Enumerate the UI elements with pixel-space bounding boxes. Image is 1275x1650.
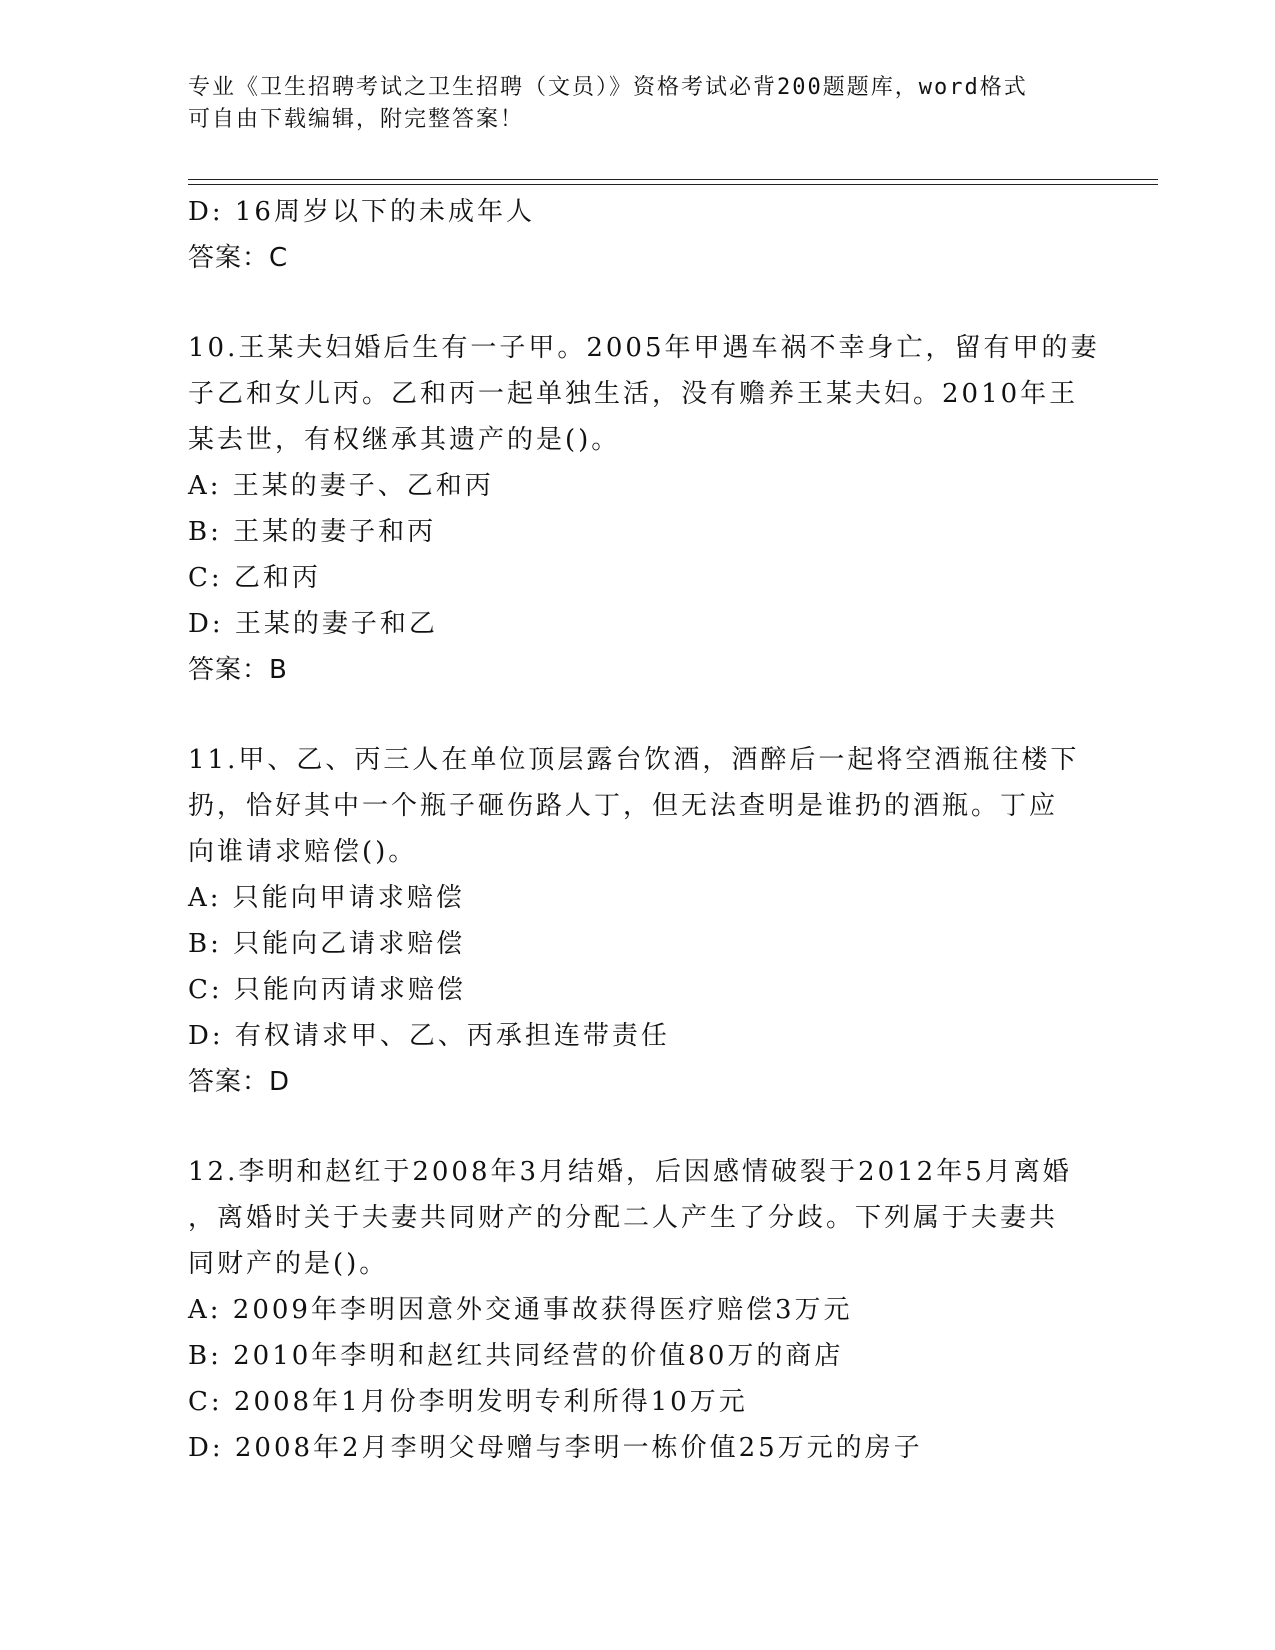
option-c: C: 只能向丙请求赔偿 bbox=[188, 975, 466, 1005]
option-c: C: 2008年1月份李明发明专利所得10万元 bbox=[188, 1387, 748, 1417]
option-d-prev: D: 16周岁以下的未成年人 bbox=[188, 197, 535, 227]
question-text-line: 10.王某夫妇婚后生有一子甲。2005年甲遇车祸不幸身亡，留有甲的妻 bbox=[188, 333, 1100, 363]
question-text-line: ，离婚时关于夫妻共同财产的分配二人产生了分歧。下列属于夫妻共 bbox=[188, 1203, 1059, 1233]
option-b: B: 2010年李明和赵红共同经营的价值80万的商店 bbox=[188, 1341, 844, 1371]
answer-prev: 答案：C bbox=[188, 243, 289, 273]
option-a: A: 2009年李明因意外交通事故获得医疗赔偿3万元 bbox=[188, 1295, 853, 1325]
option-c: C: 乙和丙 bbox=[188, 563, 321, 593]
header-title-line-1: 专业《卫生招聘考试之卫生招聘（文员）》资格考试必背200题题库，word格式 bbox=[188, 75, 1028, 100]
question-text-line: 11.甲、乙、丙三人在单位顶层露台饮酒，酒醉后一起将空酒瓶往楼下 bbox=[188, 745, 1080, 775]
question-text-line: 扔，恰好其中一个瓶子砸伤路人丁，但无法查明是谁扔的酒瓶。丁应 bbox=[188, 791, 1059, 821]
option-d: D: 有权请求甲、乙、丙承担连带责任 bbox=[188, 1021, 670, 1051]
option-d: D: 王某的妻子和乙 bbox=[188, 609, 438, 639]
page-header bbox=[188, 72, 1088, 136]
spacer bbox=[188, 281, 1088, 325]
option-b: B: 王某的妻子和丙 bbox=[188, 517, 437, 547]
document-body bbox=[188, 189, 1100, 1471]
header-divider-top bbox=[188, 179, 1158, 180]
spacer bbox=[188, 1105, 1088, 1149]
answer: 答案：B bbox=[188, 655, 288, 685]
answer: 答案：D bbox=[188, 1067, 291, 1097]
option-d: D: 2008年2月李明父母赠与李明一栋价值25万元的房子 bbox=[188, 1433, 923, 1463]
question-text-line: 某去世，有权继承其遗产的是()。 bbox=[188, 425, 621, 455]
option-a: A: 只能向甲请求赔偿 bbox=[188, 883, 465, 913]
question-text-line: 子乙和女儿丙。乙和丙一起单独生活，没有赡养王某夫妇。2010年王 bbox=[188, 379, 1079, 409]
question-11 bbox=[188, 737, 1088, 1105]
option-a: A: 王某的妻子、乙和丙 bbox=[188, 471, 494, 501]
header-title-line-2: 可自由下载编辑，附完整答案！ bbox=[188, 107, 525, 132]
question-10 bbox=[188, 325, 1100, 693]
question-12 bbox=[188, 1149, 1088, 1471]
spacer bbox=[188, 693, 1088, 737]
option-b: B: 只能向乙请求赔偿 bbox=[188, 929, 466, 959]
question-text-line: 同财产的是()。 bbox=[188, 1249, 389, 1279]
question-text-line: 向谁请求赔偿()。 bbox=[188, 837, 418, 867]
question-text-line: 12.李明和赵红于2008年3月结婚，后因感情破裂于2012年5月离婚 bbox=[188, 1157, 1072, 1187]
header-divider-bottom bbox=[188, 184, 1158, 185]
